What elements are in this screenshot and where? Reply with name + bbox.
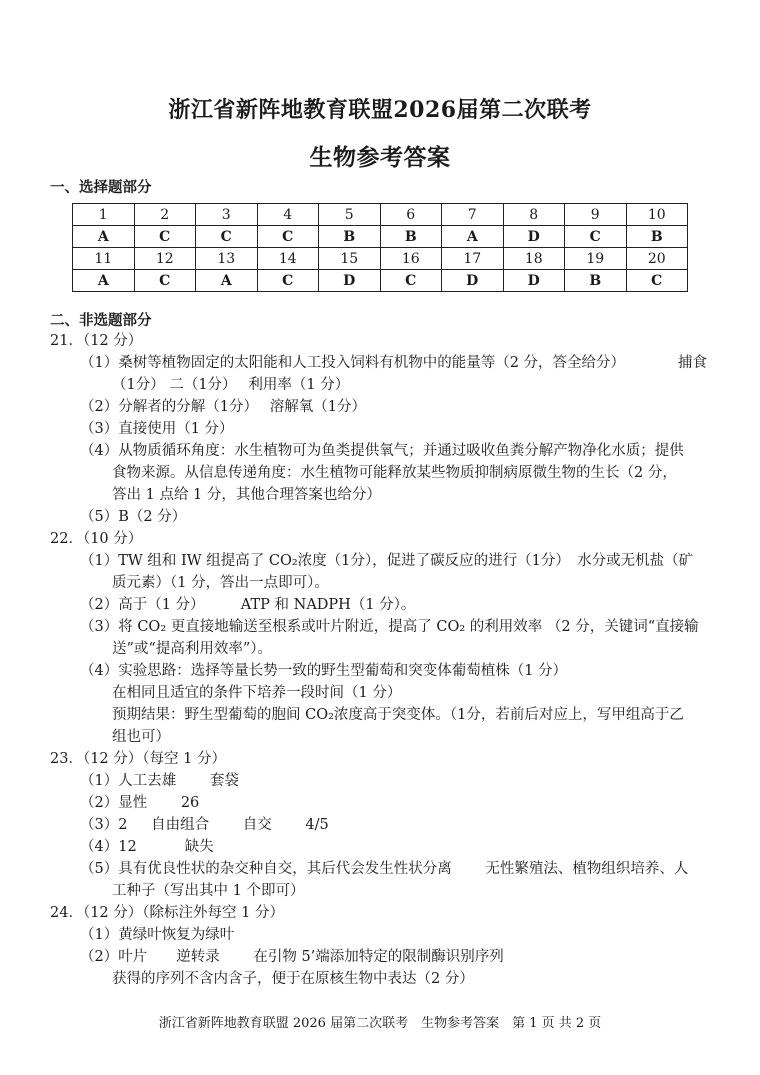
q23-part5-line2: 工种子（写出其中 1 个即可）	[112, 883, 305, 899]
question-number-cell: 2	[134, 204, 196, 226]
q24-part1: （1）黄绿叶恢复为绿叶	[80, 927, 235, 943]
answer-cell: D	[503, 270, 565, 292]
answer-row	[73, 270, 688, 292]
q22-part3-line2: 送”或“提高利用效率”）。	[112, 641, 272, 657]
choice-answer-table	[72, 203, 688, 292]
answer-cell: C	[134, 270, 196, 292]
q22-part1-line1: （1）TW 组和 IW 组提高了 CO₂浓度（1分），促进了碳反应的进行（1分） 水分或无机盐（矿	[80, 553, 694, 569]
question-number-cell: 13	[196, 248, 258, 270]
question-number-cell: 1	[73, 204, 135, 226]
q23-part2: （2）显性 26	[80, 795, 200, 811]
q21-part2: （2）分解者的分解（1分） 溶解氧（1分）	[80, 399, 367, 415]
q21-part1-tail: 捕食	[678, 355, 707, 371]
question-number-cell: 15	[319, 248, 381, 270]
answer-cell: A	[73, 226, 135, 248]
question-23-heading: 23．（12 分）（每空 1 分）	[50, 751, 226, 767]
question-number-row	[73, 204, 688, 226]
answer-cell: C	[257, 270, 319, 292]
answer-cell: C	[196, 226, 258, 248]
answer-row	[73, 226, 688, 248]
answer-cell: C	[134, 226, 196, 248]
q21-part3: （3）直接使用（1 分）	[80, 421, 234, 437]
q22-part4-line3: 预期结果：野生型葡萄的胞间 CO₂浓度高于突变体。（1分，若前后对应上，写甲组高于乙	[112, 707, 684, 723]
question-number-cell: 11	[73, 248, 135, 270]
q22-part3-line1: （3）将 CO₂ 更直接地输送至根系或叶片附近，提高了 CO₂ 的利用效率 （2 分，关键词“直接输	[80, 619, 699, 635]
question-number-cell: 6	[380, 204, 442, 226]
answer-cell: C	[257, 226, 319, 248]
question-number-cell: 17	[442, 248, 504, 270]
question-number-cell: 7	[442, 204, 504, 226]
q23-part1: （1）人工去雄 套袋	[80, 773, 239, 789]
answer-cell: A	[442, 226, 504, 248]
answer-cell: C	[565, 226, 627, 248]
answer-key-title: 生物参考答案	[309, 144, 451, 171]
question-number-cell: 16	[380, 248, 442, 270]
question-number-cell: 3	[196, 204, 258, 226]
question-number-cell: 12	[134, 248, 196, 270]
q21-part4-line1: （4）从物质循环角度：水生植物可为鱼类提供氧气；并通过吸收鱼粪分解产物净化水质；提供	[80, 443, 684, 459]
question-number-cell: 4	[257, 204, 319, 226]
answer-cell: B	[319, 226, 381, 248]
q22-part4-line1: （4）实验思路：选择等量长势一致的野生型葡萄和突变体葡萄植株（1 分）	[80, 663, 568, 679]
section-heading-nonchoice: 二、非选题部分	[50, 312, 152, 329]
section-heading-choice: 一、选择题部分	[50, 179, 152, 196]
answer-cell: B	[565, 270, 627, 292]
answer-cell: C	[380, 270, 442, 292]
answer-cell: D	[442, 270, 504, 292]
question-number-cell: 9	[565, 204, 627, 226]
q21-part4-line3: 答出 1 点给 1 分，其他合理答案也给分）	[112, 487, 381, 503]
q24-part2-line1: （2）叶片 逆转录 在引物 5’端添加特定的限制酶识别序列	[80, 949, 504, 965]
q24-part2-line2: 获得的序列不含内含子，便于在原核生物中表达（2 分）	[112, 971, 474, 987]
q22-part4-line4: 组也可）	[112, 729, 170, 745]
question-21-heading: 21．（12 分）	[50, 333, 143, 349]
page-footer: 浙江省新阵地教育联盟 2026 届第二次联考 生物参考答案 第 1 页 共 2 页	[158, 1016, 602, 1031]
exam-title: 浙江省新阵地教育联盟2026届第二次联考	[168, 97, 592, 123]
q23-part5-line1: （5）具有优良性状的杂交种自交，其后代会发生性状分离 无性繁殖法、植物组织培养、人	[80, 861, 689, 877]
q21-part5: （5）B（2 分）	[80, 509, 187, 525]
q22-part1-line2: 质元素）（1 分，答出一点即可）。	[112, 575, 329, 591]
question-number-cell: 8	[503, 204, 565, 226]
q23-part4: （4）12 缺失	[80, 839, 214, 855]
q21-part1-line2: （1分） 二（1分） 利用率（1 分）	[112, 377, 350, 393]
q21-part4-line2: 食物来源。从信息传递角度：水生植物可能释放某些物质抑制病原微生物的生长（2 分，	[112, 465, 677, 481]
question-number-cell: 5	[319, 204, 381, 226]
q21-part1-line1: （1）桑树等植物固定的太阳能和人工投入饲料有机物中的能量等（2 分，答全给分）	[80, 355, 626, 371]
answer-cell: B	[380, 226, 442, 248]
answer-cell: D	[319, 270, 381, 292]
q22-part4-line2: 在相同且适宜的条件下培养一段时间（1 分）	[112, 685, 402, 701]
question-number-cell: 14	[257, 248, 319, 270]
question-number-cell: 18	[503, 248, 565, 270]
answer-cell: A	[73, 270, 135, 292]
question-number-cell: 20	[626, 248, 688, 270]
question-number-row	[73, 248, 688, 270]
q23-part3: （3）2 自由组合 自交 4/5	[80, 817, 329, 833]
question-22-heading: 22．（10 分）	[50, 531, 143, 547]
answer-cell: C	[626, 270, 688, 292]
q22-part2: （2）高于（1 分） ATP 和 NADPH（1 分）。	[80, 597, 416, 613]
answer-cell: B	[626, 226, 688, 248]
question-number-cell: 10	[626, 204, 688, 226]
answer-cell: A	[196, 270, 258, 292]
question-number-cell: 19	[565, 248, 627, 270]
question-24-heading: 24．（12 分）（除标注外每空 1 分）	[50, 905, 284, 921]
answer-cell: D	[503, 226, 565, 248]
